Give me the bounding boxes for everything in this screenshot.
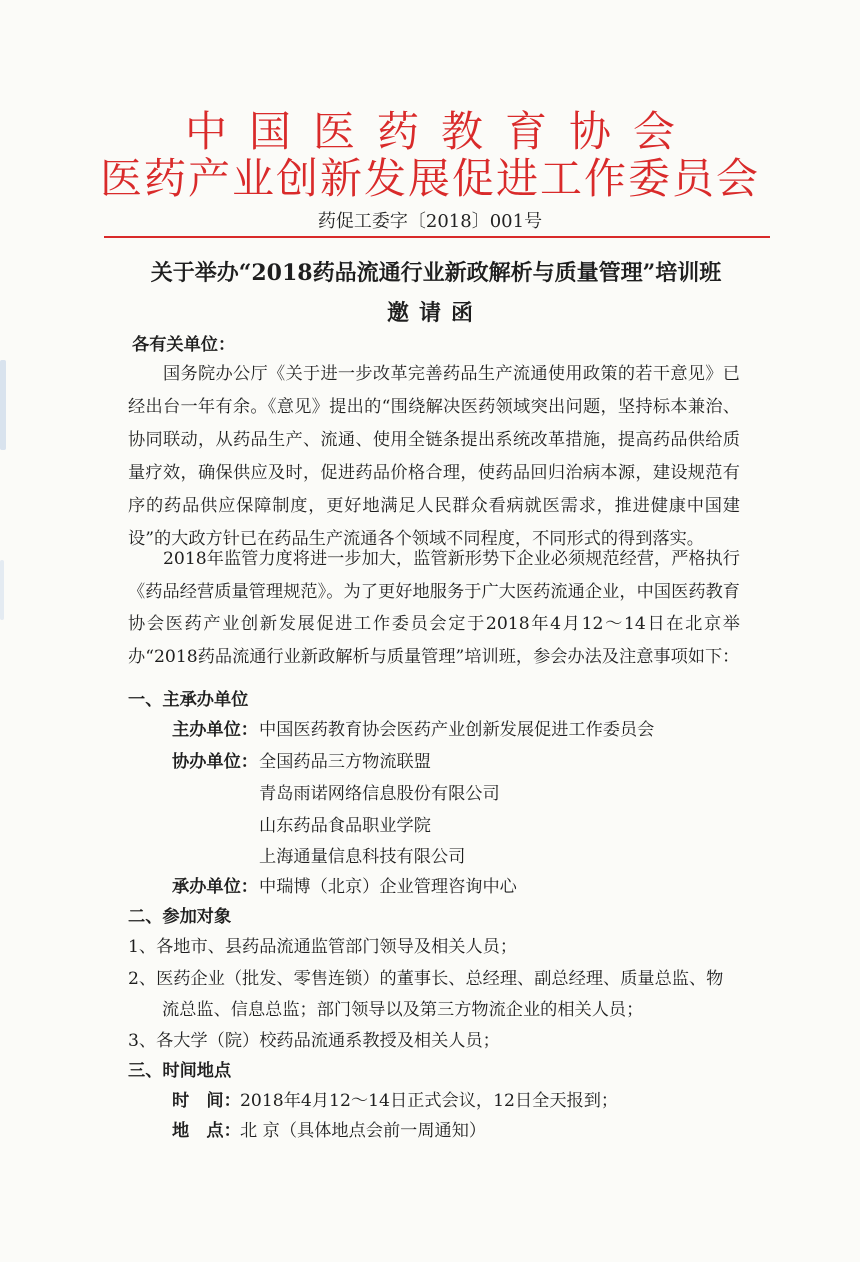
place-value: 北 京（具体地点会前一周通知） xyxy=(240,1121,487,1141)
participant-item: 3、各大学（院）校药品流通系教授及相关人员； xyxy=(128,1031,500,1051)
co-organizer-item: 山东药品食品职业学院 xyxy=(259,816,431,836)
co-organizer-item: 青岛雨诺网络信息股份有限公司 xyxy=(259,784,500,804)
organization-name: 中国医药教育协会 xyxy=(184,107,697,156)
co-organizer-item: 全国药品三方物流联盟 xyxy=(259,752,431,772)
body-paragraph-1: 国务院办公厅《关于进一步改革完善药品生产流通使用政策的若干意见》已经出台一年有余。《意见》提出的“围绕解决医药领域突出问题，坚持标本兼治、协同联动，从药品生产、流通、使用全链条提出系统改革措施，提高药品供给质量疗效，确保供应及时，促进药品价格合理，使药品回归治病本源，建设规范有序的药品供应保障制度，更好地满足人民群众看病就医需求，推进健康中国建设”的大政方针已在药品生产流通各个领域不同程度，不同形式的得到落实。 xyxy=(128,364,740,549)
undertaker-label: 承办单位： xyxy=(172,877,258,897)
section-heading-time-place: 三、时间地点 xyxy=(128,1061,232,1081)
time-label: 时 间： xyxy=(172,1091,241,1111)
document-subtitle: 邀请函 xyxy=(386,300,483,326)
committee-name: 医药产业创新发展促进工作委员会 xyxy=(99,154,760,203)
document-title: 关于举办“2018药品流通行业新政解析与质量管理”培训班 xyxy=(150,260,722,286)
participant-item: 1、各地市、县药品流通监管部门领导及相关人员； xyxy=(128,937,518,957)
scan-edge-mark xyxy=(0,360,6,450)
place-label: 地 点： xyxy=(172,1121,241,1141)
host-value: 中国医药教育协会医药产业创新发展促进工作委员会 xyxy=(259,720,655,740)
time-value: 2018年4月12～14日正式会议，12日全天报到； xyxy=(240,1091,619,1111)
co-organizer-item: 上海通量信息科技有限公司 xyxy=(259,847,466,867)
body-paragraph-2: 2018年监管力度将进一步加大，监管新形势下企业必须规范经营，严格执行《药品经营质量管理规范》。为了更好地服务于广大医药流通企业，中国医药教育协会医药产业创新发展促进工作委员会定于2018年4月12～14日在北京举办“2018药品流通行业新政解析与质量管理”培训班，参会办法及注意事项如下： xyxy=(128,549,740,667)
host-label: 主办单位： xyxy=(172,720,258,740)
scan-edge-mark xyxy=(0,560,4,620)
header-divider xyxy=(104,236,770,238)
document-number: 药促工委字〔2018〕001号 xyxy=(317,211,543,232)
section-heading-organizers: 一、主承办单位 xyxy=(128,690,249,710)
participant-item: 2、医药企业（批发、零售连锁）的董事长、总经理、副总经理、质量总监、物 xyxy=(128,969,724,989)
participant-item-continued: 流总监、信息总监；部门领导以及第三方物流企业的相关人员； xyxy=(162,1000,644,1020)
undertaker-value: 中瑞博（北京）企业管理咨询中心 xyxy=(259,877,517,897)
co-organizer-label: 协办单位： xyxy=(172,752,258,772)
salutation: 各有关单位： xyxy=(132,335,236,355)
section-heading-participants: 二、参加对象 xyxy=(128,907,232,927)
